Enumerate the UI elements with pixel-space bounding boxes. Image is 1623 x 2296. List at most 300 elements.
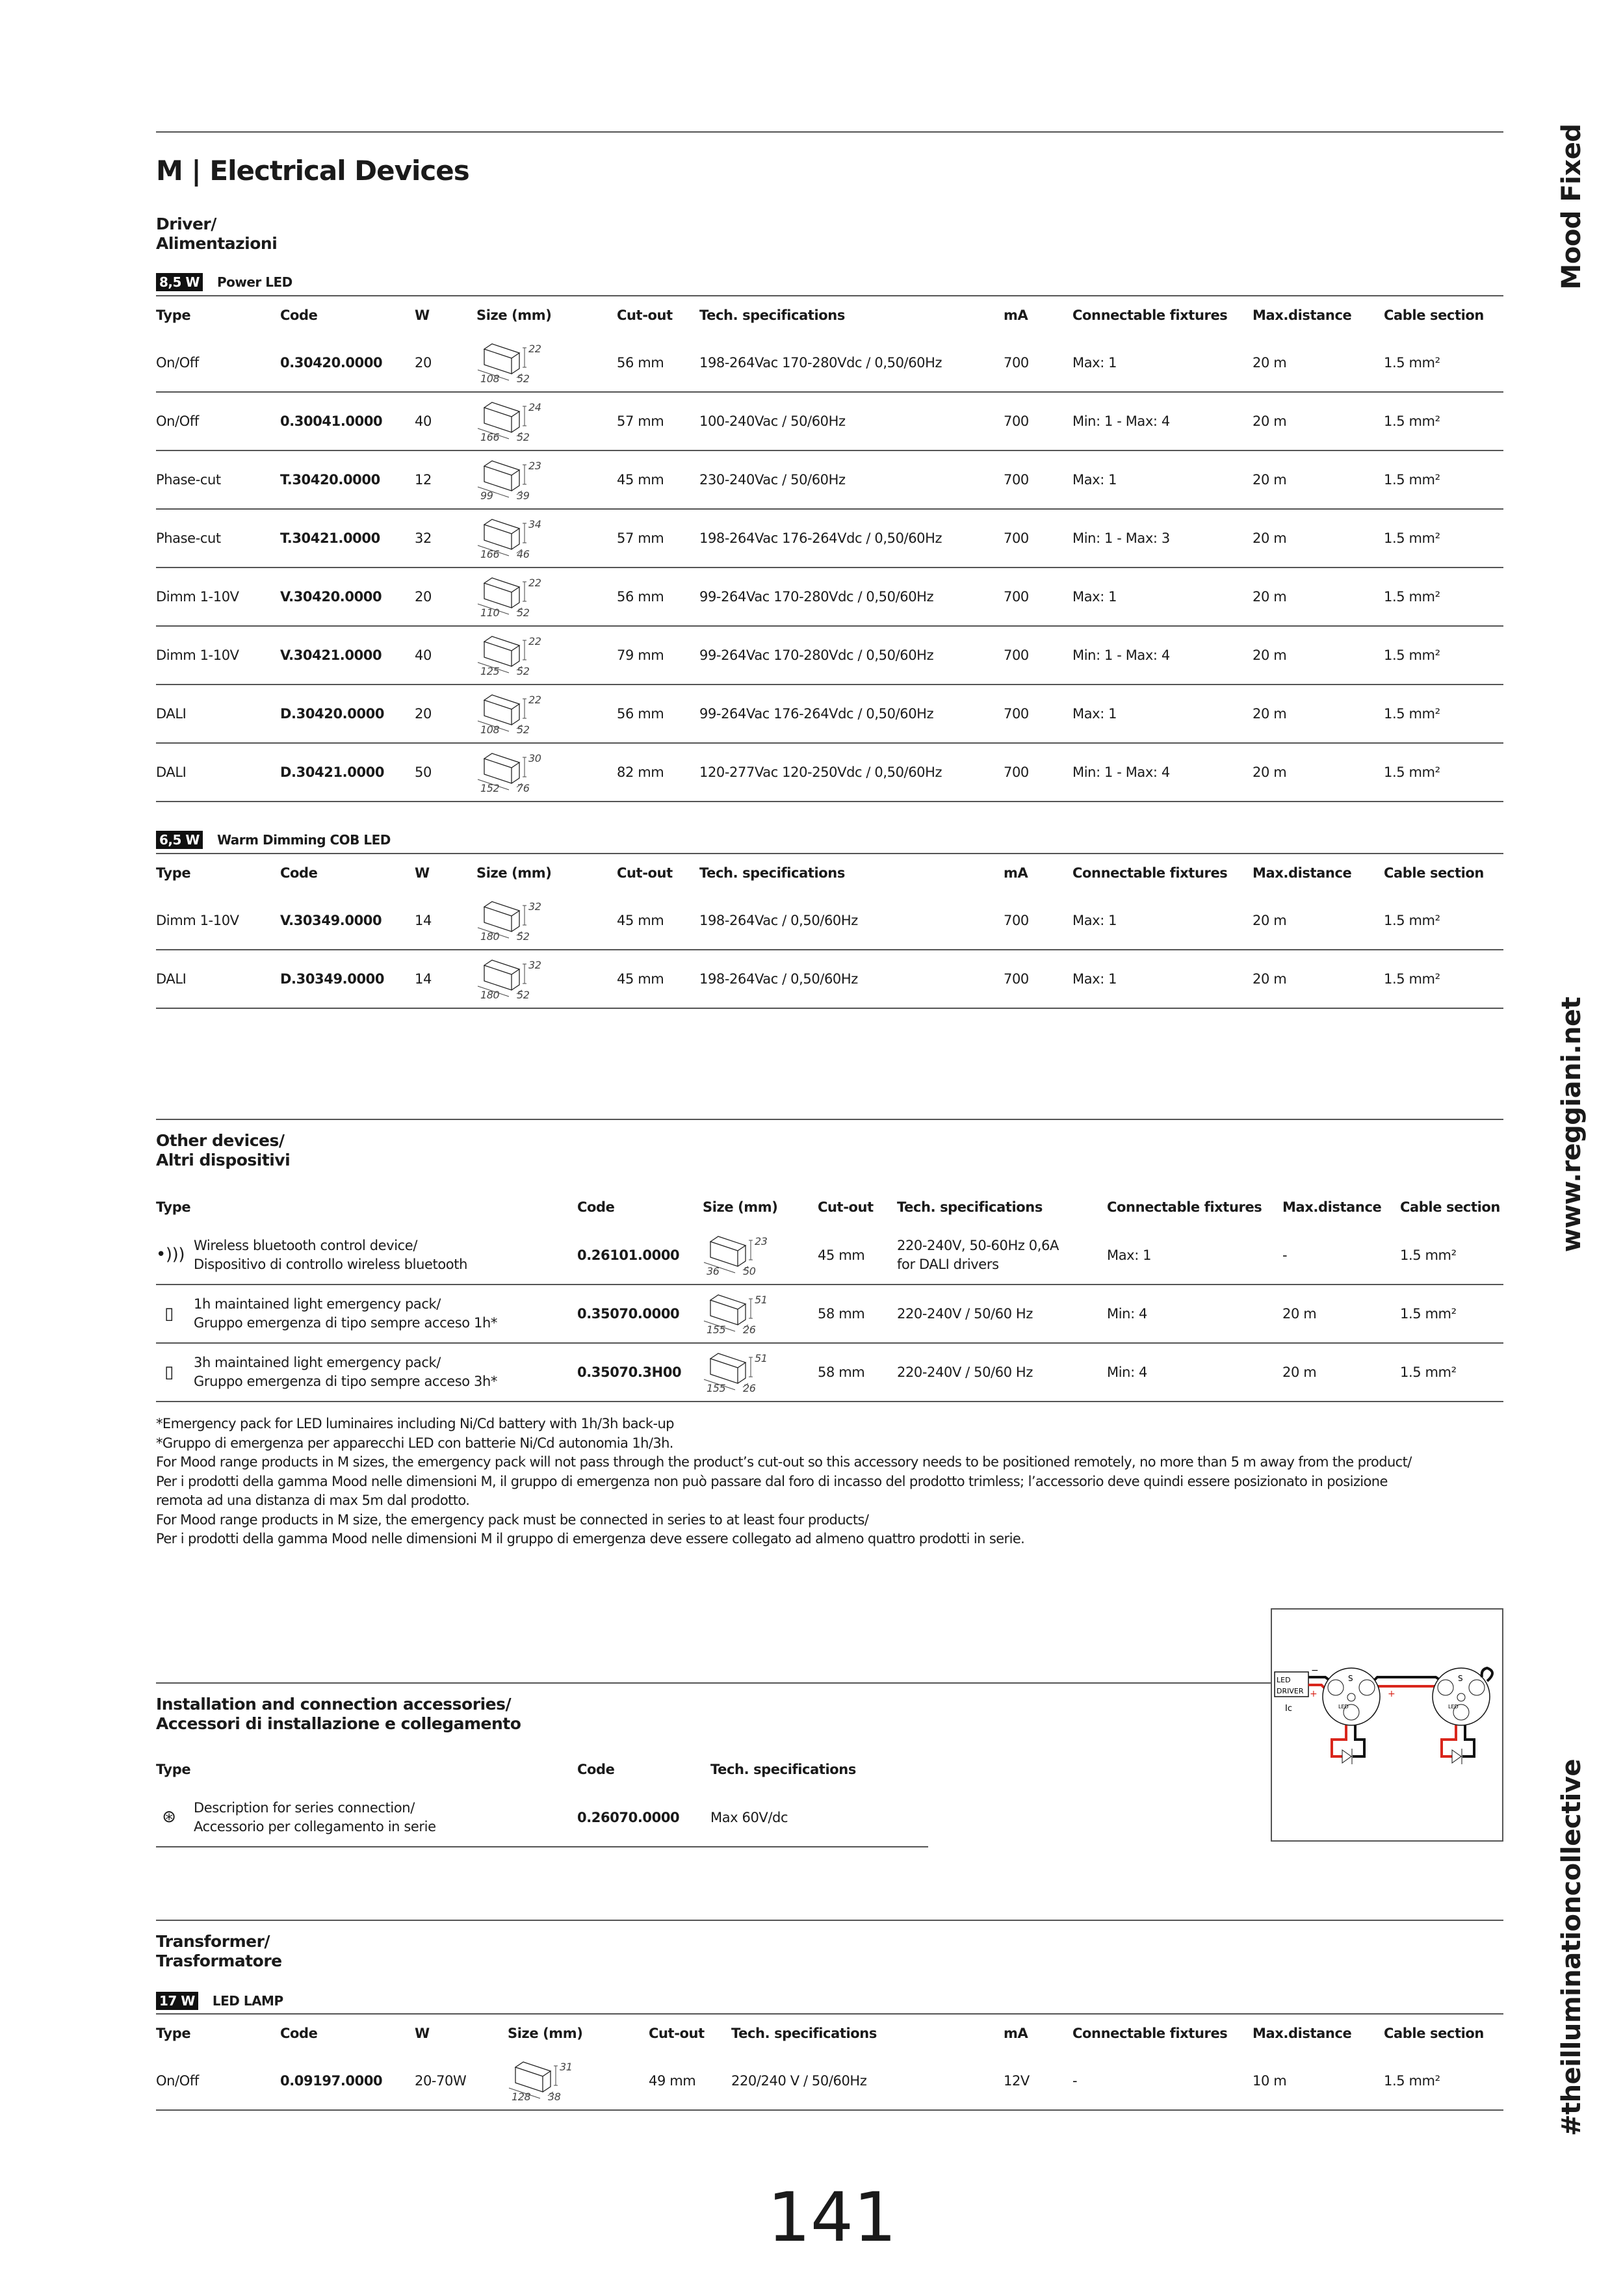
side-label-collection: Mood Fixed (1557, 124, 1587, 290)
tech: Max 60V/dc (710, 1788, 928, 1847)
table-row (156, 1788, 928, 1847)
size-drawing (476, 956, 574, 1002)
col-w: W (415, 296, 476, 333)
cell-ma: 12V (1004, 2052, 1072, 2110)
cell-conn: Min: 4 (1107, 1285, 1282, 1343)
depth-dim: 50 (743, 1264, 756, 1277)
type-it: Gruppo emergenza di tipo sempre acceso 3h* (194, 1374, 497, 1389)
cell-conn: Max: 1 (1072, 333, 1253, 392)
plus-label: + (1310, 1689, 1318, 1699)
depth-dim: 52 (517, 724, 530, 736)
length-dim: 166 (480, 431, 500, 443)
cell-cable: 1.5 mm² (1384, 626, 1503, 685)
col-cable: Cable section (1400, 1199, 1500, 1215)
other-devices-table (156, 1188, 1503, 1402)
depth-dim: 52 (517, 431, 530, 443)
cell-code: D.30421.0000 (280, 743, 415, 802)
cell-conn: Max: 1 (1072, 567, 1253, 626)
cell-cable: 1.5 mm² (1384, 333, 1503, 392)
col-dist: Max.distance (1253, 296, 1384, 333)
page-number: 141 (767, 2178, 897, 2257)
col-dist: Max.distance (1253, 2014, 1384, 2052)
cell-type: DALI (156, 743, 280, 802)
cell-tech: 100-240Vac / 50/60Hz (699, 392, 1004, 450)
cell-cutout: 45 mm (617, 450, 699, 509)
cell-code: V.30421.0000 (280, 626, 415, 685)
col-size: Size (mm) (703, 1199, 778, 1215)
size-drawing (703, 1233, 800, 1278)
cell-w: 20 (415, 333, 476, 392)
col-size: Size (mm) (476, 296, 617, 333)
depth-dim: 26 (743, 1324, 756, 1336)
col-conn: Connectable fixtures (1107, 1199, 1262, 1215)
height-dim: 23 (528, 460, 541, 472)
driver-heading (156, 215, 277, 254)
cell-type: On/Off (156, 2052, 280, 2110)
top-rule (156, 131, 1503, 133)
table-header (156, 1751, 928, 1788)
col-code: Code (577, 1199, 615, 1215)
depth-dim: 38 (548, 2090, 561, 2103)
cell-w: 20 (415, 685, 476, 743)
col-code: Code (280, 2014, 415, 2052)
heading-en: Installation and connection accessories/ (156, 1695, 512, 1714)
height-dim: 22 (528, 577, 541, 589)
install-rule (156, 1682, 1271, 1684)
heading-it: Accessori di installazione e collegamento (156, 1714, 521, 1733)
cell-cutout: 45 mm (617, 950, 699, 1008)
table-row (156, 950, 1503, 1008)
size-drawing (476, 515, 574, 561)
size-drawing (476, 398, 574, 444)
cell-type: On/Off (156, 392, 280, 450)
group-label: Power LED (216, 274, 292, 290)
length-dim: 99 (480, 489, 493, 502)
table-row (156, 743, 1503, 802)
length-dim: 125 (480, 665, 500, 677)
connector-icon: ⊛ (162, 1807, 176, 1827)
tech-line2: for DALI drivers (897, 1256, 999, 1272)
cell-ma: 700 (1004, 743, 1072, 802)
col-size: Size (mm) (476, 854, 617, 891)
height-dim: 31 (560, 2060, 573, 2073)
cell-ma: 700 (1004, 333, 1072, 392)
wattage-badge: 17 W (156, 1992, 198, 2010)
transformer-heading (156, 1932, 282, 1971)
tech-line1: 220-240V, 50-60Hz 0,6A (897, 1237, 1059, 1253)
size-drawing (476, 898, 574, 943)
cell-dist: 20 m (1253, 509, 1384, 567)
cell-w: 20 (415, 567, 476, 626)
table-row (156, 509, 1503, 567)
size-drawing (476, 340, 574, 385)
col-cable: Cable section (1384, 2014, 1503, 2052)
depth-dim: 46 (517, 548, 530, 560)
size-drawing (703, 1291, 800, 1337)
size-drawing (508, 2058, 605, 2104)
diagram-driver-label2: DRIVER (1277, 1687, 1304, 1695)
cell-w: 14 (415, 950, 476, 1008)
cell-dist: 20 m (1253, 626, 1384, 685)
cell-cable: 1.5 mm² (1384, 450, 1503, 509)
cell-w: 20-70W (415, 2052, 508, 2110)
col-dist: Max.distance (1282, 1199, 1382, 1215)
length-dim: 36 (707, 1264, 720, 1277)
cell-dist: 20 m (1253, 392, 1384, 450)
diagram-s-label: S (1458, 1674, 1463, 1683)
depth-dim: 39 (517, 489, 530, 502)
cell-w: 12 (415, 450, 476, 509)
cell-cable: 1.5 mm² (1384, 891, 1503, 950)
table-row (156, 392, 1503, 450)
height-dim: 22 (528, 694, 541, 706)
install-table (156, 1751, 928, 1847)
side-label-website[interactable]: www.reggiani.net (1557, 997, 1587, 1253)
footnote-line: remota ad una distanza di max 5m dal prodotto. (156, 1493, 470, 1508)
cell-conn: Max: 1 (1072, 450, 1253, 509)
depth-dim: 52 (517, 665, 530, 677)
type-en: 3h maintained light emergency pack/ (194, 1355, 441, 1370)
cell-type: Phase-cut (156, 509, 280, 567)
cell-cutout: 56 mm (617, 567, 699, 626)
cell-cutout: 79 mm (617, 626, 699, 685)
cell-ma: 700 (1004, 950, 1072, 1008)
table-row (156, 626, 1503, 685)
minus-label: − (1311, 1665, 1319, 1676)
length-dim: 128 (512, 2090, 531, 2103)
cell-tech: 230-240Vac / 50/60Hz (699, 450, 1004, 509)
height-dim: 30 (528, 752, 541, 764)
cell-w: 32 (415, 509, 476, 567)
cell-cable: 1.5 mm² (1384, 2052, 1503, 2110)
heading-it: Altri dispositivi (156, 1151, 291, 1169)
table-header (156, 2014, 1503, 2052)
depth-dim: 52 (517, 372, 530, 385)
battery-icon: ▯ (164, 1362, 174, 1382)
col-tech: Tech. specifications (897, 1199, 1043, 1215)
table-row (156, 567, 1503, 626)
height-dim: 34 (528, 518, 541, 530)
other-rule (156, 1119, 1503, 1120)
footnote-line: Per i prodotti della gamma Mood nelle dimensioni M, il gruppo di emergenza non può passare dal foro di incasso del prodotto trimless; l’accessorio deve quindi essere posizionato in posizione (156, 1473, 1388, 1489)
driver-table (156, 853, 1503, 1009)
footnote-line: For Mood range products in M sizes, the emergency pack will not pass through the product’s cut-out so this accessory needs to be positioned remotely, no more than 5 m away from the product/ (156, 1454, 1412, 1470)
col-tech: Tech. specifications (731, 2014, 1004, 2052)
cell-ma: 700 (1004, 891, 1072, 950)
col-type: Type (156, 854, 280, 891)
cell-tech: 99-264Vac 170-280Vdc / 0,50/60Hz (699, 567, 1004, 626)
table-row (156, 2052, 1503, 2110)
cell-conn: Min: 1 - Max: 3 (1072, 509, 1253, 567)
cell-dist: 20 m (1253, 743, 1384, 802)
col-ma: mA (1004, 2014, 1072, 2052)
cell-conn: Max: 1 (1072, 950, 1253, 1008)
col-type: Type (156, 1762, 191, 1777)
height-dim: 51 (755, 1352, 768, 1364)
size-drawing (476, 691, 574, 737)
footnote-line: Per i prodotti della gamma Mood nelle dimensioni M il gruppo di emergenza deve essere collegato ad almeno quattro prodotti in serie. (156, 1531, 1025, 1546)
col-size: Size (mm) (508, 2014, 649, 2052)
code: 0.26070.0000 (577, 1788, 710, 1847)
cell-type: Phase-cut (156, 450, 280, 509)
type-it: Accessorio per collegamento in serie (194, 1818, 436, 1834)
group-label: Warm Dimming COB LED (216, 832, 391, 848)
height-dim: 32 (528, 959, 541, 971)
cell-type: Dimm 1-10V (156, 567, 280, 626)
table-row (156, 1285, 1503, 1343)
table-row (156, 450, 1503, 509)
cell-cutout: 49 mm (649, 2052, 731, 2110)
col-ma: mA (1004, 854, 1072, 891)
cell-cable: 1.5 mm² (1400, 1343, 1503, 1402)
table-row (156, 685, 1503, 743)
cell-conn: Min: 4 (1107, 1343, 1282, 1402)
diagram-ic-label: Ic (1285, 1704, 1292, 1714)
col-conn: Connectable fixtures (1072, 2014, 1253, 2052)
battery-icon: ▯ (164, 1303, 174, 1324)
footnote-line: For Mood range products in M size, the emergency pack must be connected in series to at least four products/ (156, 1511, 869, 1528)
cell-cable: 1.5 mm² (1384, 509, 1503, 567)
cell-ma: 700 (1004, 626, 1072, 685)
group-label-row (156, 831, 391, 849)
table-row (156, 1343, 1503, 1402)
cell-code: 0.35070.3H00 (577, 1343, 703, 1402)
cell-cable: 1.5 mm² (1400, 1226, 1503, 1285)
cell-type: Dimm 1-10V (156, 626, 280, 685)
length-dim: 152 (480, 782, 500, 794)
type-en: Description for series connection/ (194, 1799, 415, 1816)
cell-cutout: 45 mm (617, 891, 699, 950)
wattage-badge: 8,5 W (156, 273, 203, 291)
footnote-line: *Emergency pack for LED luminaires including Ni/Cd battery with 1h/3h back-up (156, 1416, 674, 1431)
col-w: W (415, 2014, 508, 2052)
cell-code: V.30420.0000 (280, 567, 415, 626)
cell-type: On/Off (156, 333, 280, 392)
cell-code: 0.09197.0000 (280, 2052, 415, 2110)
depth-dim: 26 (743, 1382, 756, 1394)
cell-cutout: 56 mm (617, 685, 699, 743)
depth-dim: 52 (517, 989, 530, 1001)
length-dim: 166 (480, 548, 500, 560)
transformer-group-label (156, 1992, 283, 2010)
table-header (156, 1188, 1503, 1226)
cell-tech: 198-264Vac 176-264Vdc / 0,50/60Hz (699, 509, 1004, 567)
type-it: Dispositivo di controllo wireless bluetooth (194, 1256, 467, 1272)
col-conn: Connectable fixtures (1072, 854, 1253, 891)
col-code: Code (280, 296, 415, 333)
cell-conn: Max: 1 (1072, 685, 1253, 743)
cell-ma: 700 (1004, 685, 1072, 743)
size-drawing (703, 1350, 800, 1395)
heading-en: Transformer/ (156, 1932, 270, 1951)
col-cutout: Cut-out (617, 854, 699, 891)
cell-cable: 1.5 mm² (1384, 567, 1503, 626)
footnotes (156, 1415, 1508, 1549)
cell-conn: Max: 1 (1107, 1226, 1282, 1285)
table-row (156, 891, 1503, 950)
cell-dist: 20 m (1253, 333, 1384, 392)
group-label-row (156, 273, 292, 291)
col-code: Code (577, 1762, 615, 1777)
col-cutout: Cut-out (617, 296, 699, 333)
size-drawing (476, 633, 574, 678)
cell-cutout: 58 mm (818, 1343, 897, 1402)
diagram-led-label: LED (1448, 1704, 1459, 1710)
cell-dist: 20 m (1253, 685, 1384, 743)
cell-w: 50 (415, 743, 476, 802)
cell-code: 0.30041.0000 (280, 392, 415, 450)
length-dim: 180 (480, 930, 500, 943)
type-en: 1h maintained light emergency pack/ (194, 1296, 441, 1312)
col-tech: Tech. specifications (699, 296, 1004, 333)
cell-dist: 20 m (1253, 891, 1384, 950)
length-dim: 155 (707, 1382, 726, 1394)
cell-w: 14 (415, 891, 476, 950)
col-type: Type (156, 1199, 191, 1215)
col-cutout: Cut-out (818, 1199, 874, 1215)
col-dist: Max.distance (1253, 854, 1384, 891)
cell-w: 40 (415, 392, 476, 450)
cell-conn: Min: 1 - Max: 4 (1072, 626, 1253, 685)
size-drawing (476, 457, 574, 502)
connection-diagram (1271, 1608, 1503, 1842)
heading-en: Other devices/ (156, 1131, 285, 1150)
cell-cable: 1.5 mm² (1384, 392, 1503, 450)
col-cutout: Cut-out (649, 2014, 731, 2052)
cell-dist: - (1282, 1226, 1400, 1285)
cell-dist: 20 m (1253, 450, 1384, 509)
cell-code: V.30349.0000 (280, 891, 415, 950)
type-it: Gruppo emergenza di tipo sempre acceso 1h* (194, 1315, 497, 1331)
tech-line1: 220-240V / 50/60 Hz (897, 1305, 1033, 1322)
col-w: W (415, 854, 476, 891)
col-code: Code (280, 854, 415, 891)
size-drawing (476, 574, 574, 620)
cell-tech: 198-264Vac 170-280Vdc / 0,50/60Hz (699, 333, 1004, 392)
table-header (156, 296, 1503, 333)
length-dim: 110 (480, 607, 500, 619)
cell-cutout: 57 mm (617, 509, 699, 567)
transformer-table (156, 2013, 1503, 2111)
cell-cutout: 57 mm (617, 392, 699, 450)
page-title: M | Electrical Devices (156, 155, 469, 187)
cell-tech: 120-277Vac 120-250Vdc / 0,50/60Hz (699, 743, 1004, 802)
driver-table (156, 295, 1503, 802)
diagram-led-label: LED (1338, 1704, 1349, 1710)
height-dim: 22 (528, 342, 541, 355)
side-label-hashtag: #theilluminationcollective (1557, 1759, 1587, 2136)
cell-tech: 99-264Vac 170-280Vdc / 0,50/60Hz (699, 626, 1004, 685)
cell-dist: 20 m (1282, 1285, 1400, 1343)
cell-tech: 220/240 V / 50/60Hz (731, 2052, 1004, 2110)
group-label: LED LAMP (212, 1993, 283, 2009)
cell-cutout: 58 mm (818, 1285, 897, 1343)
diagram-s-label: S (1348, 1674, 1353, 1683)
type-en: Wireless bluetooth control device/ (194, 1237, 418, 1253)
cell-tech: 99-264Vac 176-264Vdc / 0,50/60Hz (699, 685, 1004, 743)
transformer-rule (156, 1920, 1503, 1921)
cell-tech: 198-264Vac / 0,50/60Hz (699, 891, 1004, 950)
cell-conn: Min: 1 - Max: 4 (1072, 743, 1253, 802)
install-heading (156, 1695, 521, 1734)
cell-code: 0.35070.0000 (577, 1285, 703, 1343)
cell-cable: 1.5 mm² (1384, 950, 1503, 1008)
cell-code: T.30420.0000 (280, 450, 415, 509)
heading-it: Trasformatore (156, 1951, 282, 1970)
other-heading (156, 1131, 290, 1170)
height-dim: 51 (755, 1294, 768, 1306)
footnote-line: *Gruppo di emergenza per apparecchi LED con batterie Ni/Cd autonomia 1h/3h. (156, 1435, 673, 1451)
cell-dist: 20 m (1253, 567, 1384, 626)
length-dim: 108 (480, 372, 500, 385)
cell-cutout: 82 mm (617, 743, 699, 802)
cell-code: D.30420.0000 (280, 685, 415, 743)
diagram-driver-label: LED (1277, 1676, 1291, 1684)
cell-cutout: 56 mm (617, 333, 699, 392)
table-row (156, 1226, 1503, 1285)
wireless-icon: •))) (156, 1245, 185, 1264)
col-conn: Connectable fixtures (1072, 296, 1253, 333)
cell-ma: 700 (1004, 509, 1072, 567)
cell-conn: Min: 1 - Max: 4 (1072, 392, 1253, 450)
cell-ma: 700 (1004, 450, 1072, 509)
depth-dim: 52 (517, 930, 530, 943)
cell-cutout: 45 mm (818, 1226, 897, 1285)
cell-cable: 1.5 mm² (1384, 685, 1503, 743)
height-dim: 24 (528, 401, 541, 413)
col-cable: Cable section (1384, 854, 1503, 891)
cell-dist: 20 m (1282, 1343, 1400, 1402)
height-dim: 32 (528, 900, 541, 913)
cell-w: 40 (415, 626, 476, 685)
cell-cable: 1.5 mm² (1384, 743, 1503, 802)
size-drawing (476, 750, 574, 795)
col-type: Type (156, 296, 280, 333)
col-cable: Cable section (1384, 296, 1503, 333)
cell-code: 0.30420.0000 (280, 333, 415, 392)
wattage-badge: 6,5 W (156, 831, 203, 849)
cell-code: 0.26101.0000 (577, 1226, 703, 1285)
cell-dist: 20 m (1253, 950, 1384, 1008)
height-dim: 22 (528, 635, 541, 647)
cell-code: T.30421.0000 (280, 509, 415, 567)
cell-type: DALI (156, 685, 280, 743)
heading-en: Driver/ (156, 215, 216, 233)
heading-it: Alimentazioni (156, 234, 278, 253)
depth-dim: 52 (517, 607, 530, 619)
col-tech: Tech. specifications (699, 854, 1004, 891)
cell-cable: 1.5 mm² (1400, 1285, 1503, 1343)
col-ma: mA (1004, 296, 1072, 333)
cell-ma: 700 (1004, 392, 1072, 450)
cell-conn: - (1072, 2052, 1253, 2110)
length-dim: 180 (480, 989, 500, 1001)
table-row (156, 333, 1503, 392)
cell-type: Dimm 1-10V (156, 891, 280, 950)
cell-dist: 10 m (1253, 2052, 1384, 2110)
cell-ma: 700 (1004, 567, 1072, 626)
length-dim: 108 (480, 724, 500, 736)
cell-type: DALI (156, 950, 280, 1008)
cell-conn: Max: 1 (1072, 891, 1253, 950)
col-tech: Tech. specifications (710, 1762, 856, 1777)
table-header (156, 854, 1503, 891)
tech-line1: 220-240V / 50/60 Hz (897, 1364, 1033, 1380)
cell-code: D.30349.0000 (280, 950, 415, 1008)
depth-dim: 76 (517, 782, 530, 794)
height-dim: 23 (755, 1234, 768, 1247)
cell-tech: 198-264Vac / 0,50/60Hz (699, 950, 1004, 1008)
